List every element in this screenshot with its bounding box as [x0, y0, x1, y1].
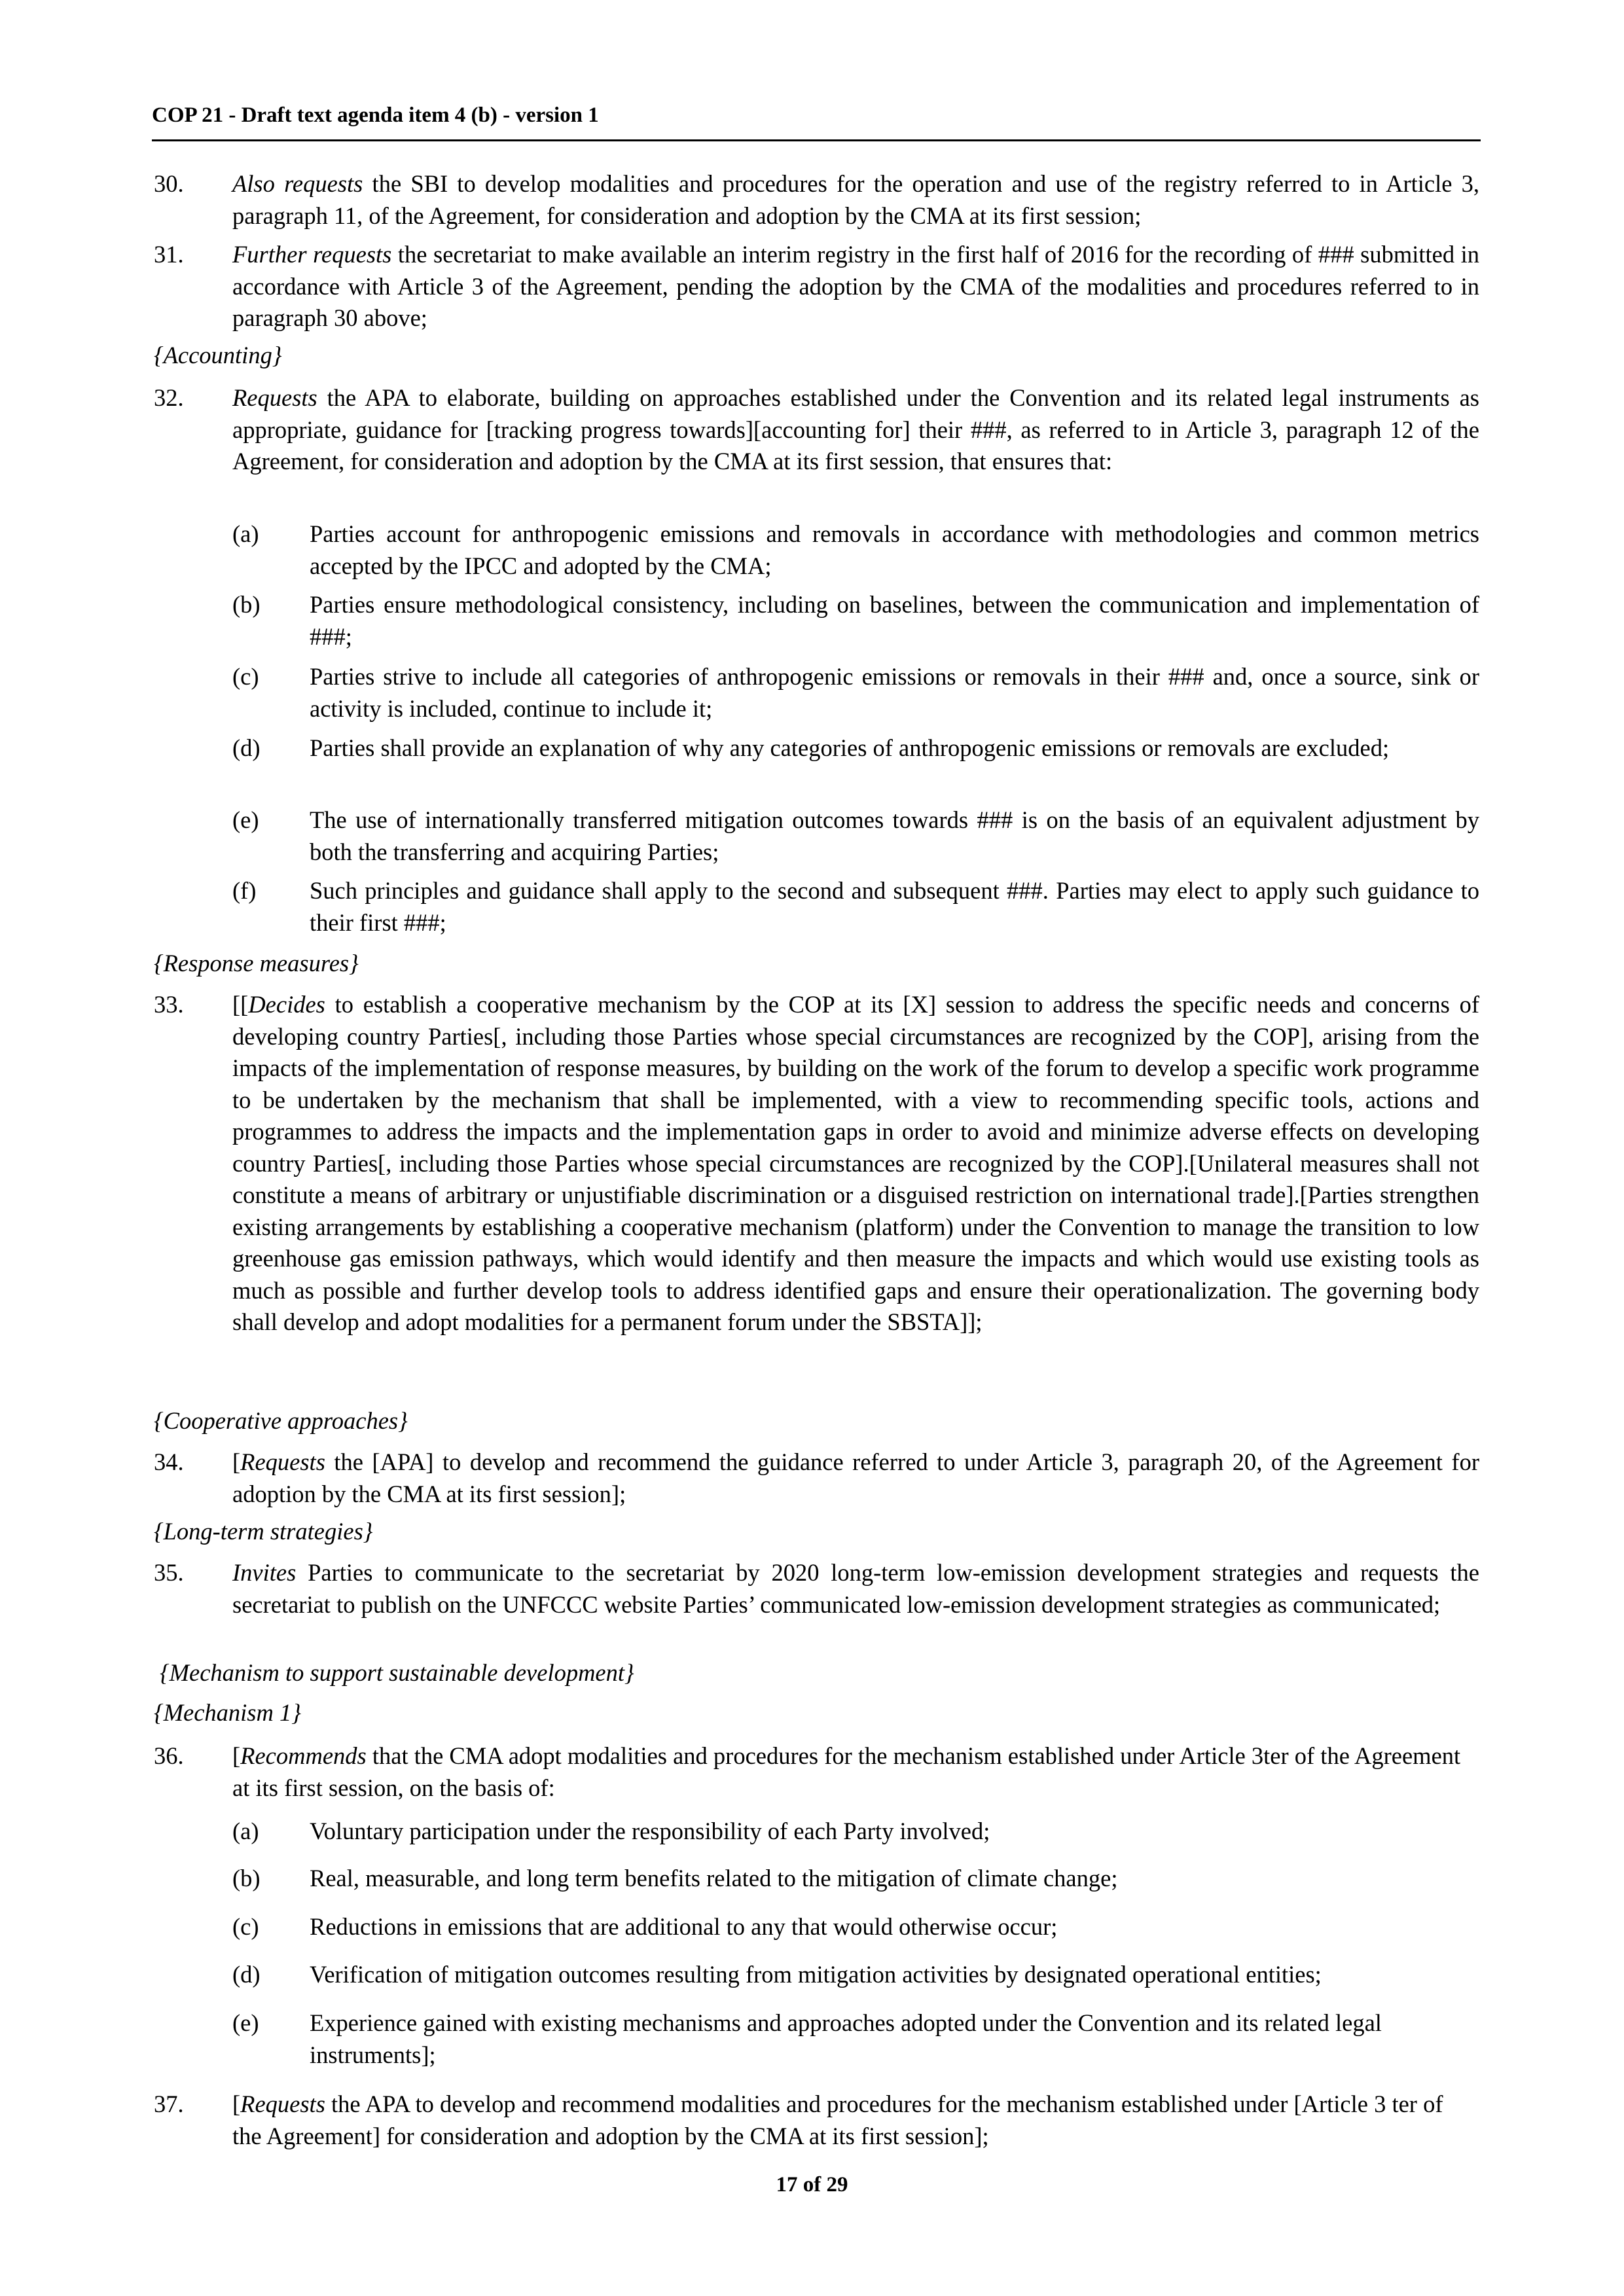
- subparagraph-label: (b): [232, 1865, 261, 1892]
- paragraph-number: 37.: [154, 2090, 184, 2117]
- subparagraph-32a: [232, 518, 1479, 582]
- paragraph-text: [232, 989, 1479, 1338]
- paragraph-text: [232, 1557, 1479, 1621]
- subparagraph-label: (d): [232, 734, 261, 761]
- subparagraph-label: (c): [232, 1913, 259, 1940]
- paragraph-number: 34.: [154, 1448, 184, 1475]
- subparagraph-text: Voluntary participation under the responsibility of each Party involved;: [310, 1818, 990, 1844]
- subparagraph-text: Experience gained with existing mechanisms and approaches adopted under the Convention and its related legal instruments];: [310, 2009, 1382, 2068]
- section-heading-response-measures: {Response measures}: [154, 950, 359, 977]
- section-heading-mechanism-1: {Mechanism 1}: [154, 1699, 301, 1726]
- paragraph-text: [232, 2089, 1456, 2152]
- subparagraph-label: (a): [232, 520, 259, 547]
- header-rule: [152, 139, 1481, 141]
- subparagraph-text: Parties ensure methodological consistency, including on baselines, between the communication and implementation of ###;: [310, 591, 1479, 650]
- subparagraph-32d: [232, 732, 1479, 764]
- paragraph-text: [232, 168, 1479, 232]
- paragraph-body: to establish a cooperative mechanism by the COP at its [X] session to address the specific needs and concerns of developing country Parties[, including those Parties whose special circumstances are recognized by the COP], arising from the impacts of the implementation of response measures, by building on the work of the forum to develop a specific work programme to be undertaken by the mechanism that shall be implemented, with a view to recommending specific tools, actions and programmes to address the impacts and the implementation gaps in order to avoid and minimize adverse effects on developing country Parties[, including those Parties whose special circumstances are recognized by the COP].[Unilateral measures shall not constitute a means of arbitrary or unjustifiable discrimination or a disguised restriction on international trade].[Parties strengthen existing arrangements by establishing a cooperative mechanism (platform) under the Convention to manage the transition to low greenhouse gas emission pathways, which would identify and then measure the impacts and which would use existing tools as much as possible and further develop tools to address identified gaps and ensure their operationalization. The governing body shall develop and adopt modalities for a permanent forum under the SBSTA]];: [232, 991, 1479, 1335]
- subparagraph-36c: [232, 1911, 1479, 1943]
- subparagraph-36d: [232, 1959, 1479, 1991]
- paragraph-body: Parties to communicate to the secretariat by 2020 long-term low-emission development strategies and requests the secretariat to publish on the UNFCCC website Parties’ communicated low-emission development strategies as communicated;: [232, 1559, 1479, 1618]
- section-heading-cooperative-approaches: {Cooperative approaches}: [154, 1407, 408, 1434]
- subparagraph-label: (c): [232, 663, 259, 690]
- bracket-open: [: [232, 1448, 241, 1475]
- subparagraph-text: Such principles and guidance shall apply to the second and subsequent ###. Parties may elect to apply such guidance to their first ###;: [310, 877, 1479, 936]
- paragraph-number: 33.: [154, 991, 184, 1018]
- paragraph-body: the APA to develop and recommend modalities and procedures for the mechanism established under [Article 3 ter of the Agreement] for consideration and adoption by the CMA at its first session];: [232, 2090, 1443, 2149]
- subparagraph-32e: [232, 804, 1479, 868]
- subparagraph-label: (a): [232, 1818, 259, 1844]
- document-header-title: COP 21 - Draft text agenda item 4 (b) - version 1: [152, 103, 599, 127]
- paragraph-32: [154, 382, 1479, 478]
- paragraph-text: [232, 1446, 1479, 1510]
- subparagraph-text: The use of internationally transferred mitigation outcomes towards ### is on the basis of an equivalent adjustment by both the transferring and acquiring Parties;: [310, 806, 1479, 865]
- subparagraph-36b: [232, 1863, 1479, 1895]
- paragraph-30: [154, 168, 1479, 232]
- subparagraph-label: (e): [232, 2009, 259, 2036]
- subparagraph-text: Verification of mitigation outcomes resulting from mitigation activities by designated operational entities;: [310, 1961, 1322, 1988]
- subparagraph-36a: [232, 1816, 1479, 1848]
- operative-verb: Requests: [232, 384, 317, 411]
- paragraph-number: 30.: [154, 170, 184, 197]
- bracket-open: [: [232, 2090, 241, 2117]
- paragraph-31: [154, 239, 1479, 334]
- operative-verb: Also requests: [232, 170, 363, 197]
- subparagraph-text: Parties shall provide an explanation of why any categories of anthropogenic emissions or removals are excluded;: [310, 734, 1390, 761]
- paragraph-text: [232, 1740, 1479, 1804]
- section-heading-accounting: {Accounting}: [154, 342, 282, 368]
- operative-verb: Requests: [240, 1448, 325, 1475]
- bracket-open: [[: [232, 991, 249, 1018]
- subparagraph-32f: [232, 875, 1479, 939]
- paragraph-number: 31.: [154, 241, 184, 268]
- paragraph-number: 35.: [154, 1559, 184, 1586]
- paragraph-number: 32.: [154, 384, 184, 411]
- subparagraph-label: (d): [232, 1961, 261, 1988]
- bracket-open: [: [232, 1742, 241, 1769]
- subparagraph-32b: [232, 589, 1479, 653]
- page-number: 17 of 29: [776, 2173, 848, 2197]
- paragraph-body: the secretariat to make available an interim registry in the first half of 2016 for the recording of ### submitted in accordance with Article 3 of the Agreement, pending the adoption by the CMA of the modalities and procedures referred to in paragraph 30 above;: [232, 241, 1479, 331]
- subparagraph-label: (e): [232, 806, 259, 833]
- paragraph-text: [232, 382, 1479, 478]
- paragraph-body: the [APA] to develop and recommend the guidance referred to under Article 3, paragraph 20, of the Agreement for adoption by the CMA at its first session];: [232, 1448, 1479, 1507]
- paragraph-35: [154, 1557, 1479, 1621]
- paragraph-body: that the CMA adopt modalities and procedures for the mechanism established under Article 3ter of the Agreement at its first session, on the basis of:: [232, 1742, 1461, 1801]
- operative-verb: Further requests: [232, 241, 392, 268]
- subparagraph-label: (b): [232, 591, 261, 618]
- subparagraph-text: Parties strive to include all categories of anthropogenic emissions or removals in their ### and, once a source, sink or activity is included, continue to include it;: [310, 663, 1479, 722]
- paragraph-34: [154, 1446, 1479, 1510]
- paragraph-33: [154, 989, 1479, 1338]
- paragraph-body: the APA to elaborate, building on approaches established under the Convention and its related legal instruments as appropriate, guidance for [tracking progress towards][accounting for] their ###, as referred to in Article 3, paragraph 12 of the Agreement, for consideration and adoption by the CMA at its first session, that ensures that:: [232, 384, 1479, 475]
- paragraph-36: [154, 1740, 1479, 1804]
- paragraph-text: [232, 239, 1479, 334]
- operative-verb: Invites: [232, 1559, 297, 1586]
- subparagraph-text: Real, measurable, and long term benefits related to the mitigation of climate change;: [310, 1865, 1118, 1892]
- paragraph-body: the SBI to develop modalities and procedures for the operation and use of the registry referred to in Article 3, paragraph 11, of the Agreement, for consideration and adoption by the CMA at its first session;: [232, 170, 1479, 229]
- subparagraph-text: Parties account for anthropogenic emissions and removals in accordance with methodologies and common metrics accepted by the IPCC and adopted by the CMA;: [310, 520, 1479, 579]
- paragraph-37: [154, 2089, 1456, 2152]
- paragraph-number: 36.: [154, 1742, 184, 1769]
- subparagraph-32c: [232, 661, 1479, 725]
- section-heading-long-term-strategies: {Long-term strategies}: [154, 1518, 373, 1545]
- subparagraph-label: (f): [232, 877, 257, 904]
- operative-verb: Decides: [248, 991, 325, 1018]
- subparagraph-36e: [232, 2007, 1411, 2071]
- subparagraph-text: Reductions in emissions that are additional to any that would otherwise occur;: [310, 1913, 1058, 1940]
- section-heading-mechanism-sustainable-development: {Mechanism to support sustainable development}: [160, 1659, 634, 1686]
- operative-verb: Requests: [240, 2090, 325, 2117]
- operative-verb: Recommends: [240, 1742, 367, 1769]
